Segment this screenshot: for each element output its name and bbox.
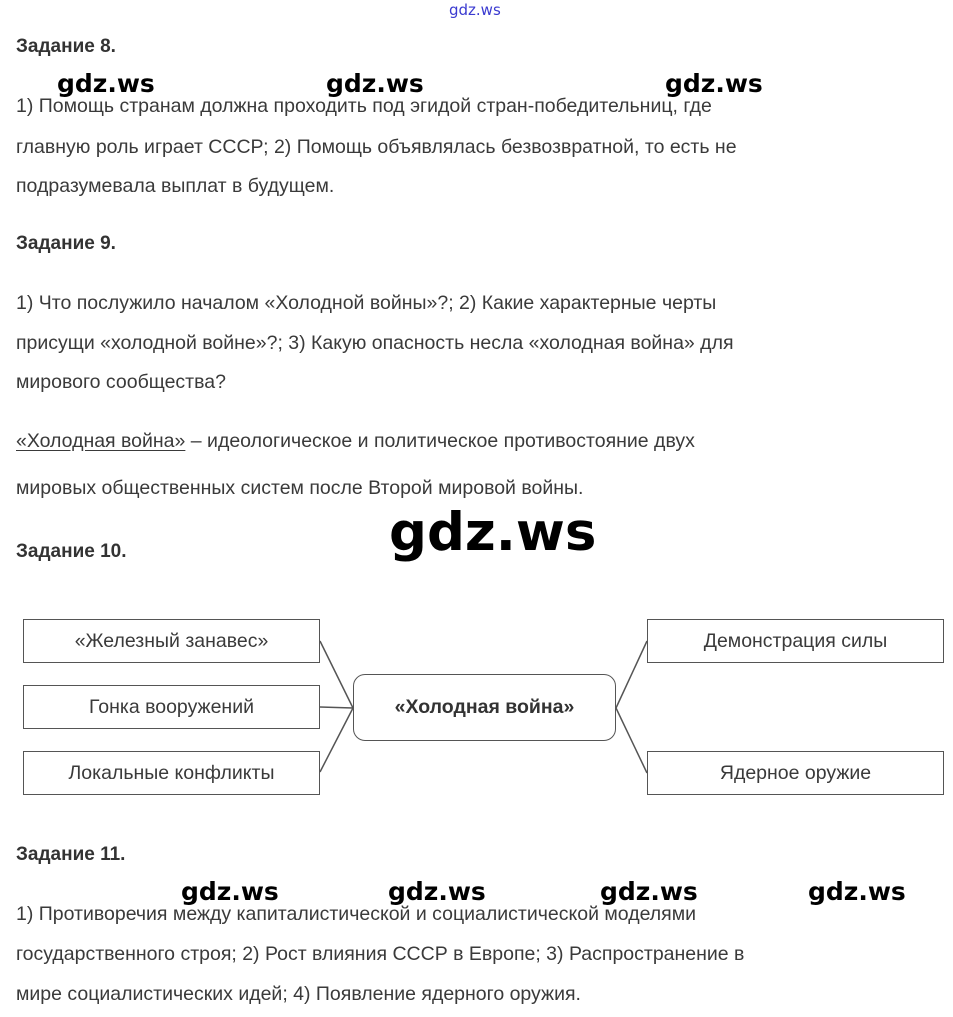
watermark: gdz.ws (808, 877, 906, 906)
task-9-line-2: присущи «холодной войне»?; 3) Какую опасность несла «холодная война» для (16, 332, 734, 354)
connector-left-1 (320, 641, 353, 708)
diagram-left-box (23, 619, 320, 663)
diagram-center-label: «Холодная война» (394, 696, 575, 718)
watermark: gdz.ws (181, 877, 279, 906)
connector-left-2 (320, 707, 353, 708)
diagram-left-box (23, 751, 320, 795)
watermark-big: gdz.ws (389, 502, 597, 563)
diagram-right-box (647, 619, 944, 663)
task-11-heading: Задание 11. (16, 844, 126, 865)
diagram-right-label: Ядерное оружие (719, 761, 872, 784)
watermark: gdz.ws (600, 877, 698, 906)
diagram-center-box (353, 674, 616, 741)
task-8-line-1: 1) Помощь странам должна проходить под эгидой стран-победительниц, где (16, 95, 712, 117)
task-9-line-3: мирового сообщества? (16, 371, 226, 393)
task-8-line-2: главную роль играет СССР; 2) Помощь объявлялась безвозвратной, то есть не (16, 136, 737, 158)
definition-line-2: мировых общественных систем после Второй мировой войны. (16, 477, 584, 499)
watermark: gdz.ws (665, 69, 763, 98)
watermark: gdz.ws (388, 877, 486, 906)
task-9-heading: Задание 9. (16, 233, 116, 254)
diagram-left-label: Локальные конфликты (68, 761, 275, 784)
task-8-line-3: подразумевала выплат в будущем. (16, 175, 335, 197)
task-11-line-1: 1) Противоречия между капиталистической и социалистической моделями (16, 903, 697, 925)
diagram-left-label: «Железный занавес» (74, 629, 269, 652)
task-9-line-1: 1) Что послужило началом «Холодной войны»?; 2) Какие характерные черты (16, 292, 717, 314)
task-8-heading: Задание 8. (16, 36, 116, 57)
watermark-top: gdz.ws (449, 1, 501, 19)
diagram-right-label: Демонстрация силы (703, 629, 888, 652)
connector-right-2 (616, 708, 647, 773)
connector-right-1 (616, 641, 647, 708)
definition-term: «Холодная война» (16, 430, 186, 452)
task-11-line-3: мире социалистических идей; 4) Появление ядерного оружия. (16, 983, 581, 1005)
diagram-left-label: Гонка вооружений (89, 695, 254, 718)
watermark: gdz.ws (326, 69, 424, 98)
connector-left-3 (320, 708, 353, 772)
diagram-right-box (647, 751, 944, 795)
task-11-line-2: государственного строя; 2) Рост влияния СССР в Европе; 3) Распространение в (16, 943, 745, 965)
watermark: gdz.ws (57, 69, 155, 98)
task-10-heading: Задание 10. (16, 541, 127, 562)
definition-text: – идеологическое и политическое противостояние двух (185, 430, 695, 452)
diagram-left-box (23, 685, 320, 729)
